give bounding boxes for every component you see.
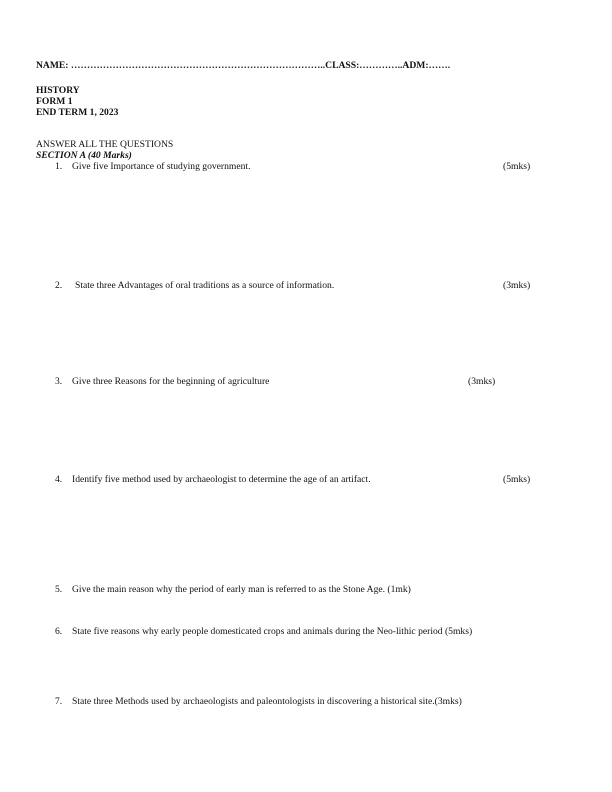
question-text: Give three Reasons for the beginning of agriculture	[72, 376, 270, 387]
term-label: END TERM 1, 2023	[36, 107, 119, 118]
question-text: State three Methods used by archaeologists and paleontologists in discovering a historical site.(3mks)	[72, 696, 462, 707]
question-marks: (5mks)	[503, 474, 531, 485]
question-text: Give the main reason why the period of early man is referred to as the Stone Age. (1mk)	[72, 584, 411, 595]
question-marks: (3mks)	[468, 376, 496, 387]
question-number: 7.	[55, 696, 63, 707]
question-1	[0, 162, 612, 174]
subject-title: HISTORY	[36, 85, 80, 96]
question-number: 2.	[55, 280, 63, 291]
question-2	[0, 281, 612, 293]
question-number: 1.	[55, 161, 63, 172]
question-7	[0, 697, 612, 709]
name-class-adm-line: NAME: ……………………………………………………………………..CLASS:…………..ADM:…….	[36, 60, 451, 71]
question-6	[0, 627, 612, 639]
question-text: State three Advantages of oral traditions as a source of information.	[75, 280, 335, 291]
question-marks: (5mks)	[503, 161, 531, 172]
form-label: FORM 1	[36, 96, 73, 107]
question-number: 4.	[55, 474, 63, 485]
question-3	[0, 377, 612, 389]
question-marks: (3mks)	[503, 280, 531, 291]
question-number: 3.	[55, 376, 63, 387]
question-text: Give five Importance of studying government.	[72, 161, 251, 172]
instructions: ANSWER ALL THE QUESTIONS	[36, 139, 174, 150]
question-5	[0, 585, 612, 597]
question-number: 6.	[55, 626, 63, 637]
question-text: Identify five method used by archaeologist to determine the age of an artifact.	[72, 474, 371, 485]
question-number: 5.	[55, 584, 63, 595]
question-text: State five reasons why early people domesticated crops and animals during the Neo-lithic period (5mks)	[72, 626, 473, 637]
question-4	[0, 475, 612, 487]
section-heading: SECTION A (40 Marks)	[36, 150, 132, 161]
